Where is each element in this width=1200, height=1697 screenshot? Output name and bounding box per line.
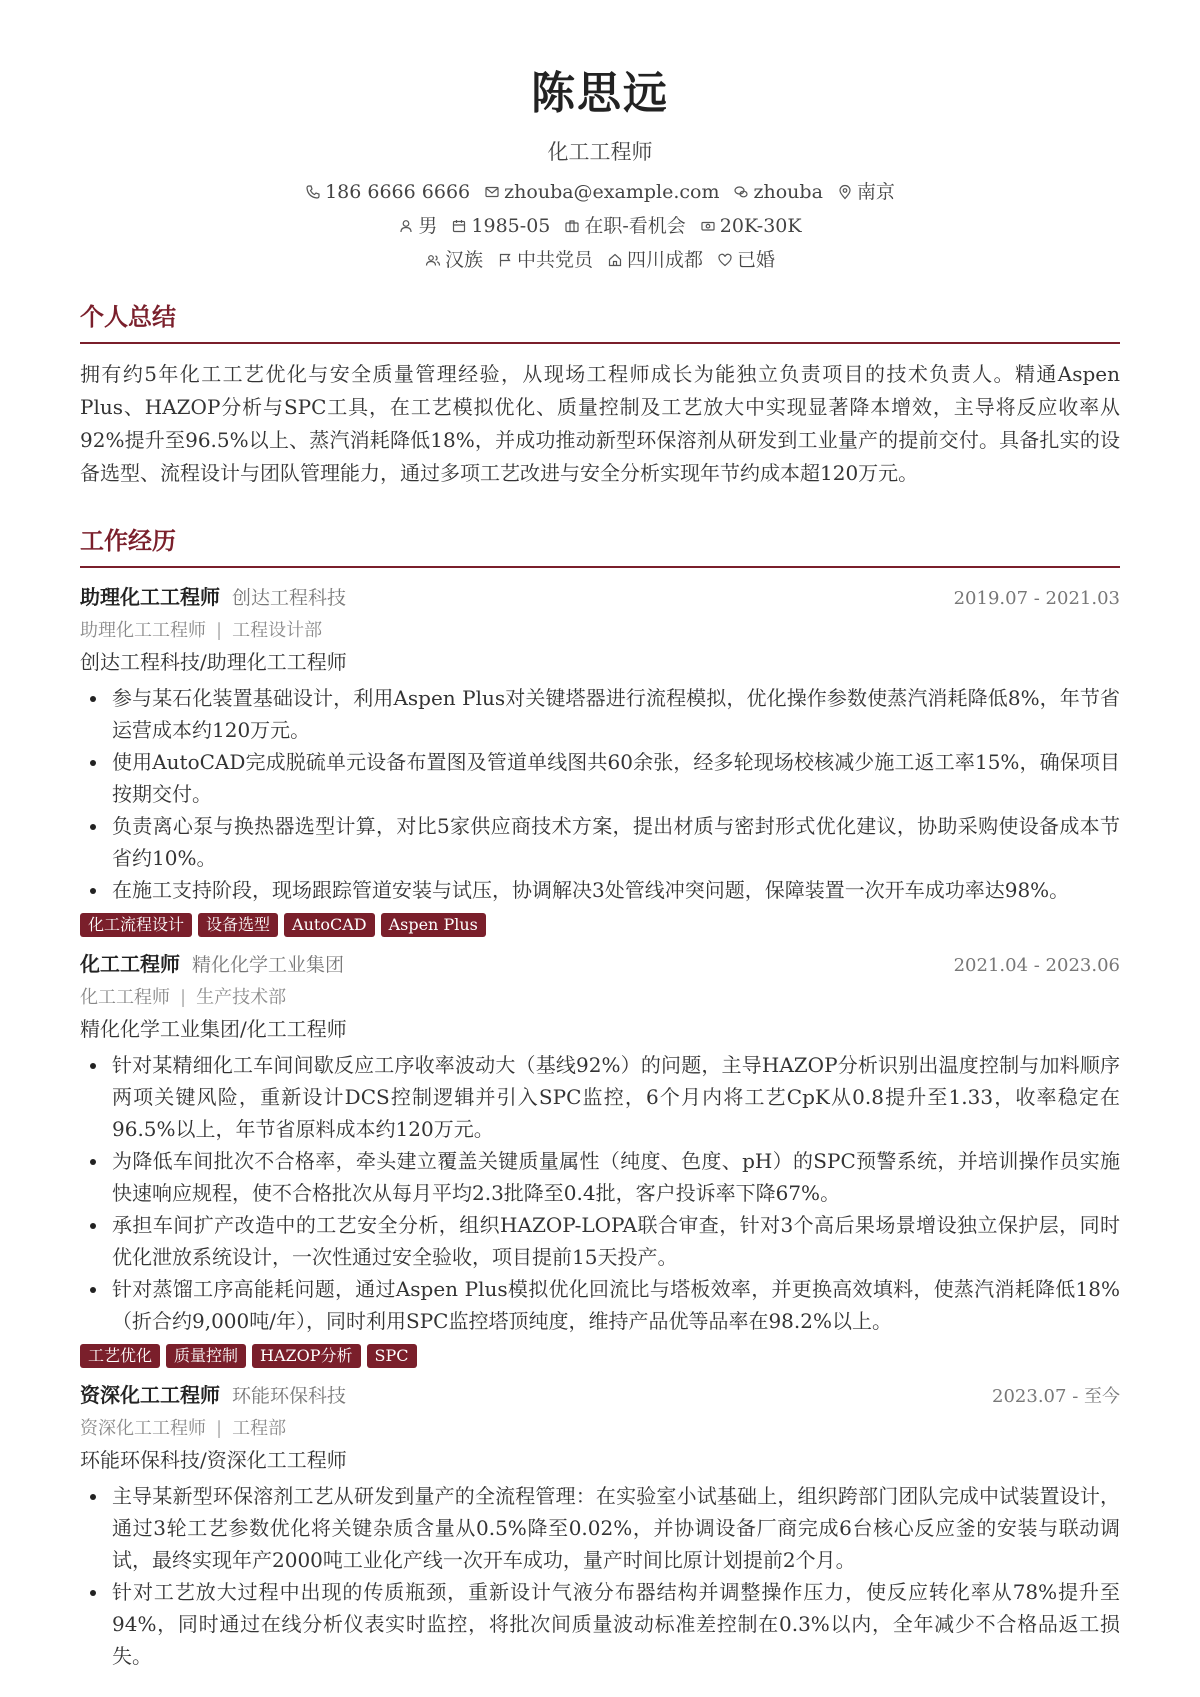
job-subline — [80, 983, 1120, 1013]
group-icon — [425, 252, 441, 268]
job-role-company — [80, 1380, 346, 1412]
personal-salary — [700, 212, 802, 240]
flag-icon — [497, 252, 513, 268]
job-bullet: 承担车间扩产改造中的工艺安全分析，组织HAZOP-LOPA联合审查，针对3个高后果场景增设独立保护层，同时优化泄放系统设计，一次性通过安全验收，项目提前15天投产。 — [80, 1209, 1120, 1273]
job-subline — [80, 616, 1120, 646]
job-tags — [80, 1344, 1120, 1368]
personal-birth — [451, 212, 550, 240]
job-header — [80, 949, 1120, 981]
extra-political — [497, 246, 593, 274]
job-role: 化工工程师 — [80, 952, 180, 976]
location-text: 南京 — [856, 181, 895, 203]
resume-header — [80, 0, 1120, 274]
extra-hometown — [607, 246, 703, 274]
job-department: 工程设计部 — [232, 620, 323, 641]
heart-icon — [717, 252, 733, 268]
job-role-company — [80, 949, 344, 981]
job-subline — [80, 1414, 1120, 1444]
location-icon — [837, 184, 853, 200]
experience-heading: 工作经历 — [80, 524, 1120, 568]
contact-email[interactable] — [484, 178, 719, 206]
status-text: 在职-看机会 — [584, 215, 686, 237]
user-icon — [398, 218, 414, 234]
job-role-company — [80, 582, 346, 614]
job-bullets — [80, 682, 1120, 906]
wechat-icon — [733, 184, 749, 200]
job-position: 助理化工工程师 — [80, 620, 206, 641]
skill-tag: 化工流程设计 — [80, 913, 192, 937]
personal-gender — [398, 212, 437, 240]
job-company-line: 环能环保科技/资深化工工程师 — [80, 1448, 347, 1472]
job-bullet: 针对工艺放大过程中出现的传质瓶颈，重新设计气液分布器结构并调整操作压力，使反应转化率从78%提升至94%，同时通过在线分析仪表实时监控，将批次间质量波动标准差控制在0.3%以内，全年减少不合格品返工损失。 — [80, 1576, 1120, 1672]
job-bullets — [80, 1049, 1120, 1337]
job-position: 资深化工工程师 — [80, 1418, 206, 1439]
job-bullet: 针对某精细化工车间间歇反应工序收率波动大（基线92%）的问题，主导HAZOP分析识别出温度控制与加料顺序两项关键风险，重新设计DCS控制逻辑并引入SPC监控，6个月内将工艺CpK从0.8提升至1.33，收率稳定在96.5%以上，年节省原料成本约120万元。 — [80, 1049, 1120, 1145]
birth-text: 1985-05 — [471, 215, 551, 237]
job-company-line: 精化化学工业集团/化工工程师 — [80, 1017, 347, 1041]
job-company: 环能环保科技 — [232, 1385, 347, 1407]
job-bullet: 在施工支持阶段，现场跟踪管道安装与试压，协调解决3处管线冲突问题，保障装置一次开车成功率达98%。 — [80, 874, 1120, 906]
separator: | — [216, 620, 223, 641]
job-date: 2023.07 - 至今 — [992, 1386, 1120, 1407]
personal-row — [80, 212, 1120, 240]
job-tags — [80, 913, 1120, 937]
hometown-text: 四川成都 — [627, 249, 704, 271]
job-company: 精化化学工业集团 — [192, 954, 345, 976]
job-header — [80, 1380, 1120, 1412]
job-entry — [80, 949, 1120, 1368]
skill-tag: AutoCAD — [284, 913, 375, 937]
job-bullet: 参与某石化装置基础设计，利用Aspen Plus对关键塔器进行流程模拟，优化操作参数使蒸汽消耗降低8%，年节省运营成本约120万元。 — [80, 682, 1120, 746]
contact-phone[interactable] — [305, 178, 470, 206]
skill-tag: 工艺优化 — [80, 1344, 160, 1368]
job-entry — [80, 582, 1120, 937]
contact-location — [837, 178, 895, 206]
email-text: zhouba@example.com — [504, 181, 720, 203]
contact-wechat[interactable] — [733, 178, 822, 206]
wechat-text: zhouba — [753, 181, 823, 203]
money-icon — [700, 218, 716, 234]
job-bullet: 使用AutoCAD完成脱硫单元设备布置图及管道单线图共60余张，经多轮现场校核减少施工返工率15%，确保项目按期交付。 — [80, 746, 1120, 810]
phone-icon — [305, 184, 321, 200]
candidate-name: 陈思远 — [531, 68, 669, 119]
personal-status — [564, 212, 685, 240]
extra-row — [80, 246, 1120, 274]
job-company-line: 创达工程科技/助理化工工程师 — [80, 650, 347, 674]
experience-section — [80, 524, 1120, 1672]
job-bullet: 主导某新型环保溶剂工艺从研发到量产的全流程管理：在实验室小试基础上，组织跨部门团队完成中试装置设计，通过3轮工艺参数优化将关键杂质含量从0.5%降至0.02%，并协调设备厂商完成6台核心反应釜的安装与联动调试，最终实现年产2000吨工业化产线一次开车成功，量产时间比原计划提前2个月。 — [80, 1480, 1120, 1576]
job-department: 生产技术部 — [196, 987, 287, 1008]
job-bullet: 针对蒸馏工序高能耗问题，通过Aspen Plus模拟优化回流比与塔板效率，并更换高效填料，使蒸汽消耗降低18%（折合约9,000吨/年），同时利用SPC监控塔顶纯度，维持产品优等品率在98.2%以上。 — [80, 1273, 1120, 1337]
job-bullet: 为降低车间批次不合格率，牵头建立覆盖关键质量属性（纯度、色度、pH）的SPC预警系统，并培训操作员实施快速响应规程，使不合格批次从每月平均2.3批降至0.4批，客户投诉率下降67%。 — [80, 1145, 1120, 1209]
summary-heading: 个人总结 — [80, 300, 1120, 344]
marital-text: 已婚 — [737, 249, 776, 271]
separator: | — [180, 987, 187, 1008]
skill-tag: HAZOP分析 — [252, 1344, 361, 1368]
mail-icon — [484, 184, 500, 200]
summary-section — [80, 300, 1120, 490]
job-date: 2019.07 - 2021.03 — [953, 588, 1120, 609]
job-date: 2021.04 - 2023.06 — [953, 955, 1120, 976]
separator: | — [216, 1418, 223, 1439]
briefcase-icon — [564, 218, 580, 234]
job-department: 工程部 — [232, 1418, 287, 1439]
job-bullet: 负责离心泵与换热器选型计算，对比5家供应商技术方案，提出材质与密封形式优化建议，协助采购使设备成本节省约10%。 — [80, 810, 1120, 874]
salary-text: 20K-30K — [719, 215, 802, 237]
job-role: 助理化工工程师 — [80, 585, 220, 609]
job-bullets — [80, 1480, 1120, 1672]
job-company: 创达工程科技 — [232, 587, 347, 609]
calendar-icon — [451, 218, 467, 234]
home-icon — [607, 252, 623, 268]
job-entry — [80, 1380, 1120, 1672]
skill-tag: Aspen Plus — [381, 913, 486, 937]
job-header — [80, 582, 1120, 614]
job-role: 资深化工工程师 — [80, 1383, 220, 1407]
skill-tag: 设备选型 — [198, 913, 278, 937]
extra-marital — [717, 246, 775, 274]
political-text: 中共党员 — [516, 249, 593, 271]
gender-text: 男 — [418, 215, 438, 237]
contact-row — [80, 178, 1120, 206]
skill-tag: 质量控制 — [166, 1344, 246, 1368]
ethnicity-text: 汉族 — [444, 249, 483, 271]
phone-text: 186 6666 6666 — [325, 181, 471, 203]
candidate-title: 化工工程师 — [547, 140, 653, 164]
extra-ethnicity — [425, 246, 483, 274]
job-position: 化工工程师 — [80, 987, 170, 1008]
skill-tag: SPC — [367, 1344, 417, 1368]
summary-text: 拥有约5年化工工艺优化与安全质量管理经验，从现场工程师成长为能独立负责项目的技术负责人。精通Aspen Plus、HAZOP分析与SPC工具，在工艺模拟优化、质量控制及工艺放大中实现显著降本增效，主导将反应收率从92%提升至96.5%以上、蒸汽消耗降低18%，并成功推动新型环保溶剂从研发到工业量产的提前交付。具备扎实的设备选型、流程设计与团队管理能力，通过多项工艺改进与安全分析实现年节约成本超120万元。 — [80, 362, 1120, 485]
